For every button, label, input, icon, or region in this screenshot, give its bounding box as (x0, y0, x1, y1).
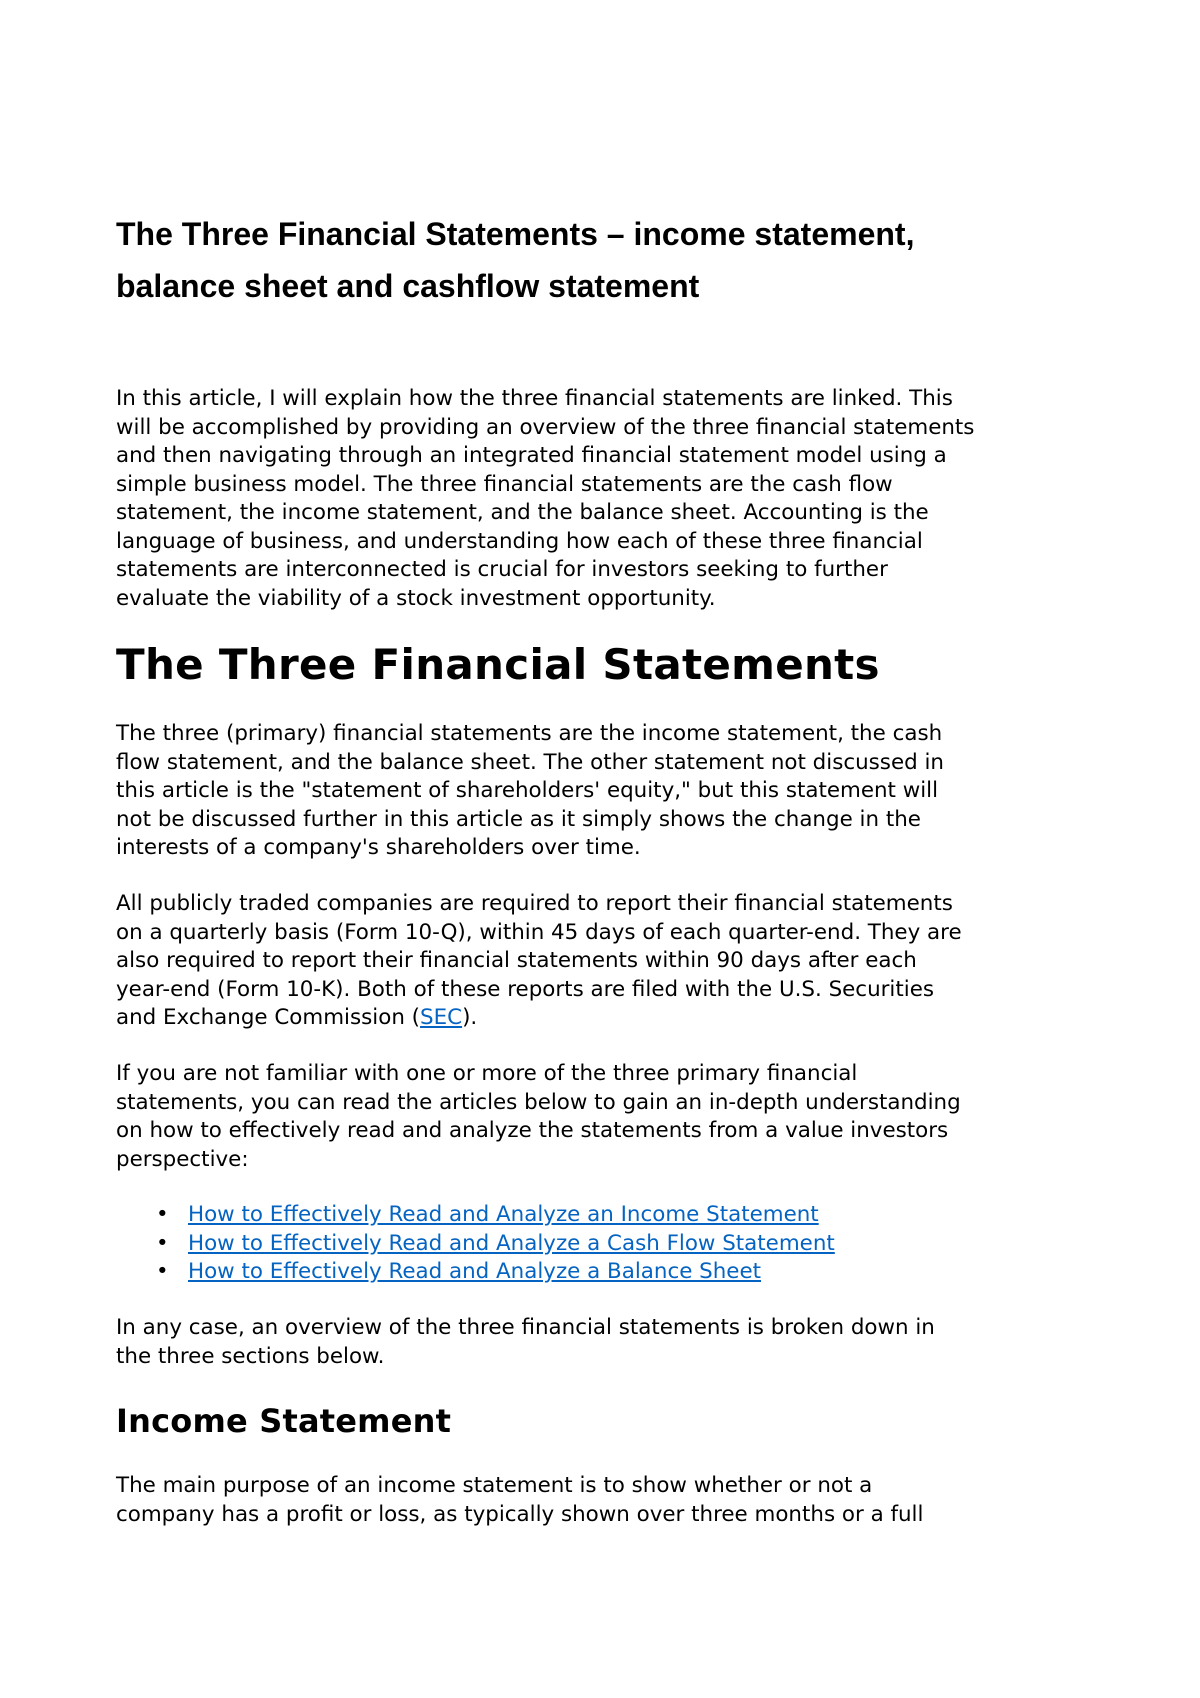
article-links-list (116, 1201, 1116, 1287)
document-title (116, 208, 1096, 312)
list-item (116, 1201, 1116, 1230)
paragraph-line: company has a profit or loss, as typically shown over three months or a full (116, 1501, 924, 1527)
primary-statements-paragraph (116, 720, 1116, 863)
paragraph-line: on how to effectively read and analyze the statements from a value investors (116, 1118, 949, 1143)
paragraph-line: In any case, an overview of the three financial statements is broken down in (116, 1315, 935, 1340)
sec-link[interactable]: SEC (420, 1005, 463, 1030)
paragraph-line: If you are not familiar with one or more of the three primary financial (116, 1061, 858, 1086)
intro-line: In this article, I will explain how the three financial statements are linked. This (116, 386, 953, 411)
bullet-icon: • (156, 1259, 169, 1284)
paragraph-line: this article is the "statement of shareholders' equity," but this statement will (116, 778, 939, 803)
paragraph-line: perspective: (116, 1146, 249, 1172)
intro-line: statement, the income statement, and the balance sheet. Accounting is the (116, 500, 929, 525)
paragraph-line: All publicly traded companies are required to report their financial statements (116, 891, 953, 916)
list-item (116, 1230, 1116, 1259)
paragraph-line: not be discussed further in this article as it simply shows the change in the (116, 806, 921, 832)
paragraph-line: interests of a company's shareholders over time. (116, 835, 641, 860)
link-income-statement[interactable]: How to Effectively Read and Analyze an Income Statement (188, 1202, 819, 1227)
intro-paragraph (116, 385, 1116, 613)
paragraph-line: statements, you can read the articles below to gain an in-depth understanding (116, 1089, 961, 1115)
public-companies-paragraph (116, 890, 1116, 1033)
list-item (116, 1258, 1116, 1287)
paragraph-line-suffix: ). (462, 1005, 478, 1030)
bullet-icon: • (156, 1202, 169, 1227)
paragraph-line: also required to report their financial statements within 90 days after each (116, 948, 917, 973)
unfamiliar-paragraph (116, 1060, 1116, 1174)
paragraph-line: The three (primary) financial statements are the income statement, the cash (116, 721, 943, 746)
intro-line: simple business model. The three financial statements are the cash flow (116, 471, 893, 497)
bullet-icon: • (156, 1230, 169, 1256)
paragraph-line: on a quarterly basis (Form 10-Q), within 45 days of each quarter-end. They are (116, 919, 962, 945)
link-cash-flow-statement[interactable]: How to Effectively Read and Analyze a Cash Flow Statement (188, 1230, 835, 1256)
link-balance-sheet[interactable]: How to Effectively Read and Analyze a Balance Sheet (188, 1259, 762, 1284)
intro-line: will be accomplished by providing an overview of the three financial statements (116, 414, 975, 440)
income-statement-paragraph (116, 1472, 1116, 1529)
intro-line: language of business, and understanding how each of these three financial (116, 528, 923, 554)
paragraph-line: year-end (Form 10-K). Both of these reports are filed with the U.S. Securities (116, 976, 935, 1002)
heading-income-statement: Income Statement (116, 1402, 452, 1440)
intro-line: evaluate the viability of a stock investment opportunity. (116, 585, 716, 611)
paragraph-line: The main purpose of an income statement is to show whether or not a (116, 1473, 873, 1498)
paragraph-line-prefix: and Exchange Commission ( (116, 1005, 421, 1030)
paragraph-line: the three sections below. (116, 1343, 385, 1369)
intro-line: statements are interconnected is crucial for investors seeking to further (116, 557, 888, 582)
overview-paragraph (116, 1314, 1116, 1371)
heading-three-financial-statements: The Three Financial Statements (116, 640, 880, 689)
intro-line: and then navigating through an integrated financial statement model using a (116, 443, 947, 468)
document-title-line-1: The Three Financial Statements – income statement, (116, 216, 915, 252)
paragraph-line: flow statement, and the balance sheet. The other statement not discussed in (116, 749, 944, 775)
document-title-line-2: balance sheet and cashflow statement (116, 268, 700, 304)
